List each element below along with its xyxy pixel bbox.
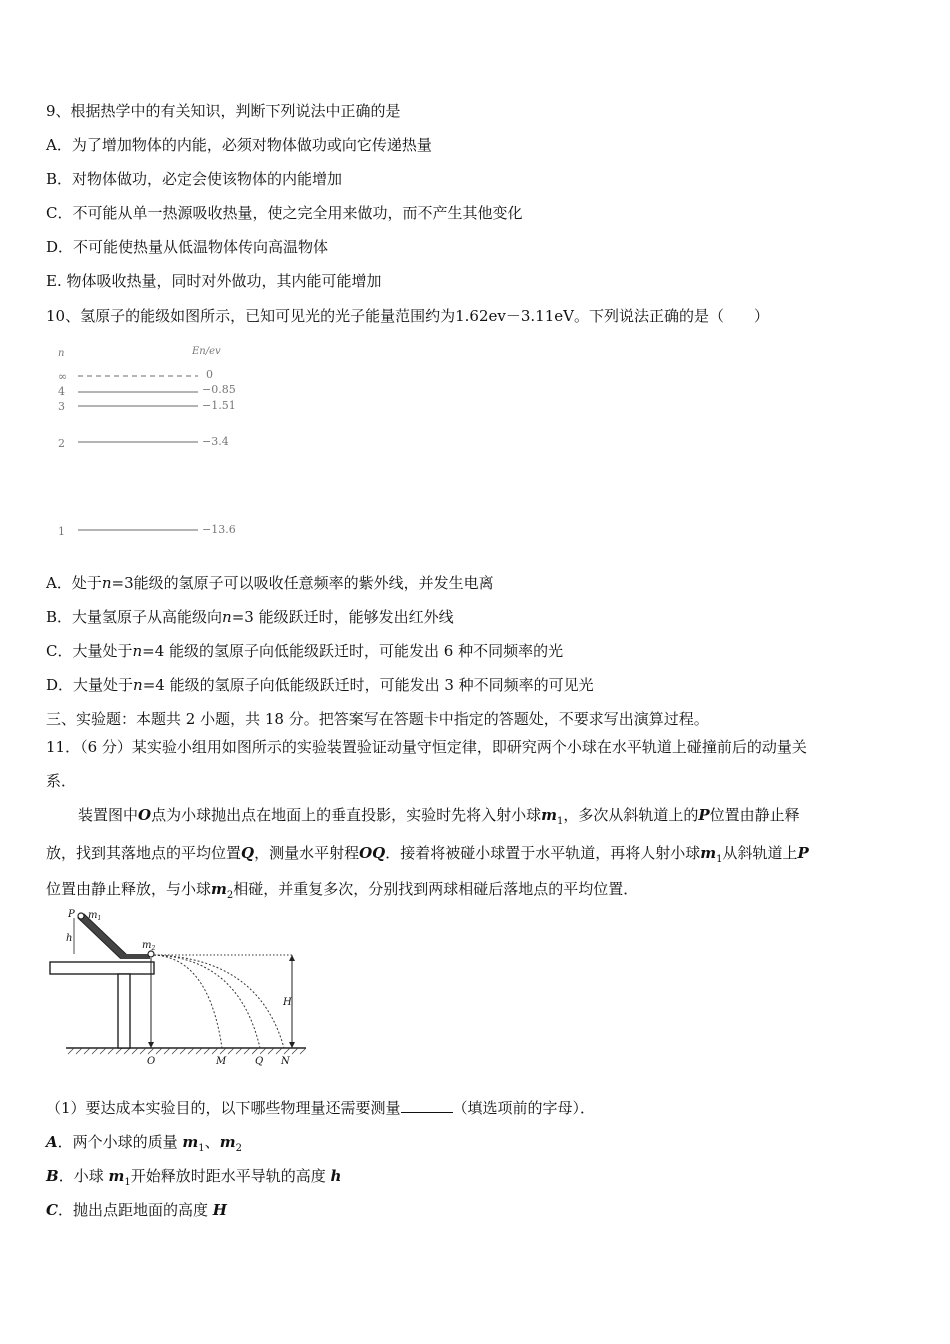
q10-option-a: A．处于n=3能级的氢原子可以吸收任意频率的紫外线，并发生电离 bbox=[46, 574, 494, 592]
q11-sub1-option-b: B．小球 $m_1$开始释放时距水平导轨的高度 h bbox=[46, 1167, 342, 1188]
level-n-1: 1 bbox=[58, 525, 65, 538]
q11-paragraph-line2: 放，找到其落地点的平均位置Q，测量水平射程OQ．接着将被碰小球置于水平轨道，再将人射小球$m_1$从斜轨道上P bbox=[46, 844, 809, 865]
energy-level-diagram bbox=[50, 340, 250, 550]
collision-apparatus-diagram bbox=[44, 908, 314, 1070]
label-m2: $m_2$ bbox=[142, 940, 156, 952]
q11-sub1-option-c: C．抛出点距地面的高度 H bbox=[46, 1201, 227, 1219]
q10-stem: 10、氢原子的能级如图所示，已知可见光的光子能量范围约为1.62ev－3.11eV。下列说法正确的是（ ） bbox=[46, 307, 769, 325]
section-3-heading: 三、实验题：本题共 2 小题，共 18 分。把答案写在答题卡中指定的答题处，不要求写出演算过程。 bbox=[46, 710, 709, 728]
q11-paragraph-line3: 位置由静止释放，与小球$m_2$相碰，并重复多次，分别找到两球相碰后落地点的平均位置． bbox=[46, 880, 639, 901]
level-e-4: −0.85 bbox=[202, 383, 236, 396]
level-e-3: −1.51 bbox=[202, 399, 236, 412]
label-h: h bbox=[66, 933, 73, 944]
label-n: N bbox=[281, 1056, 290, 1067]
q11-sub1-stem: （1）要达成本实验目的，以下哪些物理量还需要测量 （填选项前的字母）． bbox=[46, 1099, 596, 1117]
n-axis-label: n bbox=[58, 348, 65, 359]
energy-axis-label: En/ev bbox=[192, 346, 221, 357]
level-n-3: 3 bbox=[58, 400, 65, 413]
level-n-2: 2 bbox=[58, 437, 65, 450]
label-m: M bbox=[216, 1056, 227, 1067]
q9-stem: 9、根据热学中的有关知识，判断下列说法中正确的是 bbox=[46, 102, 401, 120]
q9-option-a: A．为了增加物体的内能，必须对物体做功或向它传递热量 bbox=[46, 136, 432, 154]
label-p: P bbox=[68, 909, 75, 920]
q9-option-d: D．不可能使热量从低温物体传向高温物体 bbox=[46, 238, 329, 256]
q11-stem-line1: 11．（6 分）某实验小组用如图所示的实验装置验证动量守恒定律，即研究两个小球在水平轨道上碰撞前后的动量关 bbox=[46, 738, 807, 756]
label-m1: $m_1$ bbox=[88, 910, 102, 922]
q9-option-e: E. 物体吸收热量，同时对外做功，其内能可能增加 bbox=[46, 272, 382, 290]
trajectory-q bbox=[154, 955, 260, 1048]
label-o: O bbox=[147, 1056, 156, 1067]
q10-option-d: D．大量处于n=4 能级的氢原子向低能级跃迁时，可能发出 3 种不同频率的可见光 bbox=[46, 676, 594, 694]
q11-stem-line2: 系． bbox=[46, 772, 77, 790]
q11-sub1-option-a: A．两个小球的质量 $m_1$、$m_2$ bbox=[46, 1133, 242, 1154]
level-e-inf: 0 bbox=[206, 368, 213, 381]
table-top bbox=[50, 962, 154, 974]
level-n-4: 4 bbox=[58, 385, 65, 398]
q10-option-c: C．大量处于n=4 能级的氢原子向低能级跃迁时，可能发出 6 种不同频率的光 bbox=[46, 642, 564, 660]
ball-m1 bbox=[78, 913, 84, 919]
q10-option-b: B．大量氢原子从高能级向n=3 能级跃迁时，能够发出红外线 bbox=[46, 608, 454, 626]
q9-option-c: C．不可能从单一热源吸收热量，使之完全用来做功，而不产生其他变化 bbox=[46, 204, 523, 222]
table-leg bbox=[118, 974, 130, 1048]
q9-option-b: B．对物体做功，必定会使该物体的内能增加 bbox=[46, 170, 343, 188]
level-e-1: −13.6 bbox=[202, 523, 236, 536]
level-e-2: −3.4 bbox=[202, 435, 229, 448]
level-n-inf: ∞ bbox=[58, 370, 68, 383]
horizontal-track bbox=[120, 954, 150, 959]
label-q: Q bbox=[255, 1056, 264, 1067]
answer-blank[interactable] bbox=[401, 1098, 453, 1113]
label-big-h: H bbox=[283, 997, 292, 1008]
trajectory-m bbox=[154, 955, 222, 1048]
trajectory-n bbox=[154, 955, 284, 1048]
q11-paragraph-line1: 装置图中O点为小球抛出点在地面上的垂直投影，实验时先将入射小球$m_1$，多次从斜轨道上的P位置由静止释 bbox=[78, 806, 800, 827]
incline-track bbox=[78, 914, 126, 958]
